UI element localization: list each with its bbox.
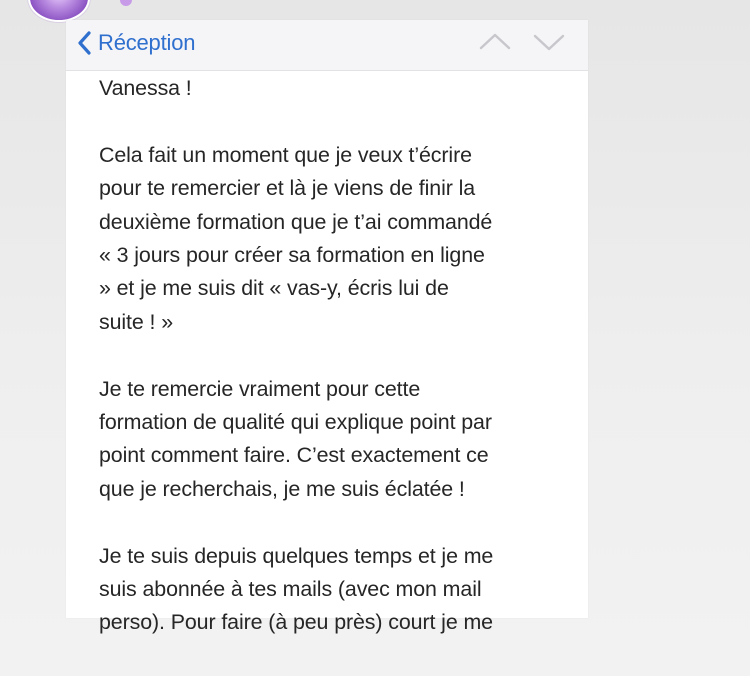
email-greeting	[99, 72, 569, 105]
email-body	[99, 72, 569, 673]
text-line: « 3 jours pour créer sa formation en ligne	[99, 243, 485, 268]
mail-navigation-bar	[66, 20, 588, 71]
email-paragraph	[99, 373, 569, 507]
chevron-down-icon[interactable]	[532, 30, 566, 54]
text-line: point comment faire. C’est exactement ce	[99, 443, 489, 468]
email-screenshot	[66, 20, 588, 635]
text-line: suite ! »	[99, 309, 174, 334]
email-paragraph	[99, 139, 569, 339]
text-line: suis abonnée à tes mails (avec mon mail	[99, 577, 482, 602]
text-line: que je recherchais, je me suis éclatée !	[99, 476, 465, 501]
email-paragraph	[99, 540, 569, 640]
text-line: pour te remercier et là je viens de finir la	[99, 176, 476, 201]
text-line: deuxième formation que je t’ai commandé	[99, 209, 493, 234]
back-to-inbox-button[interactable]	[74, 26, 195, 60]
text-line: Je te remercie vraiment pour cette	[99, 376, 421, 401]
chevron-left-icon	[74, 29, 96, 57]
text-line: perso). Pour faire (à peu près) court je me	[99, 610, 493, 635]
text-line: » et je me suis dit « vas-y, écris lui de	[99, 276, 449, 301]
text-line: formation de qualité qui explique point par	[99, 410, 492, 435]
chevron-up-icon[interactable]	[478, 30, 512, 54]
greeting-line: Vanessa !	[99, 76, 192, 100]
text-line: Cela fait un moment que je veux t’écrire	[99, 142, 472, 167]
close-icon[interactable]	[688, 0, 728, 12]
back-label: Réception	[98, 30, 196, 55]
text-line: Je te suis depuis quelques temps et je me	[99, 543, 494, 568]
